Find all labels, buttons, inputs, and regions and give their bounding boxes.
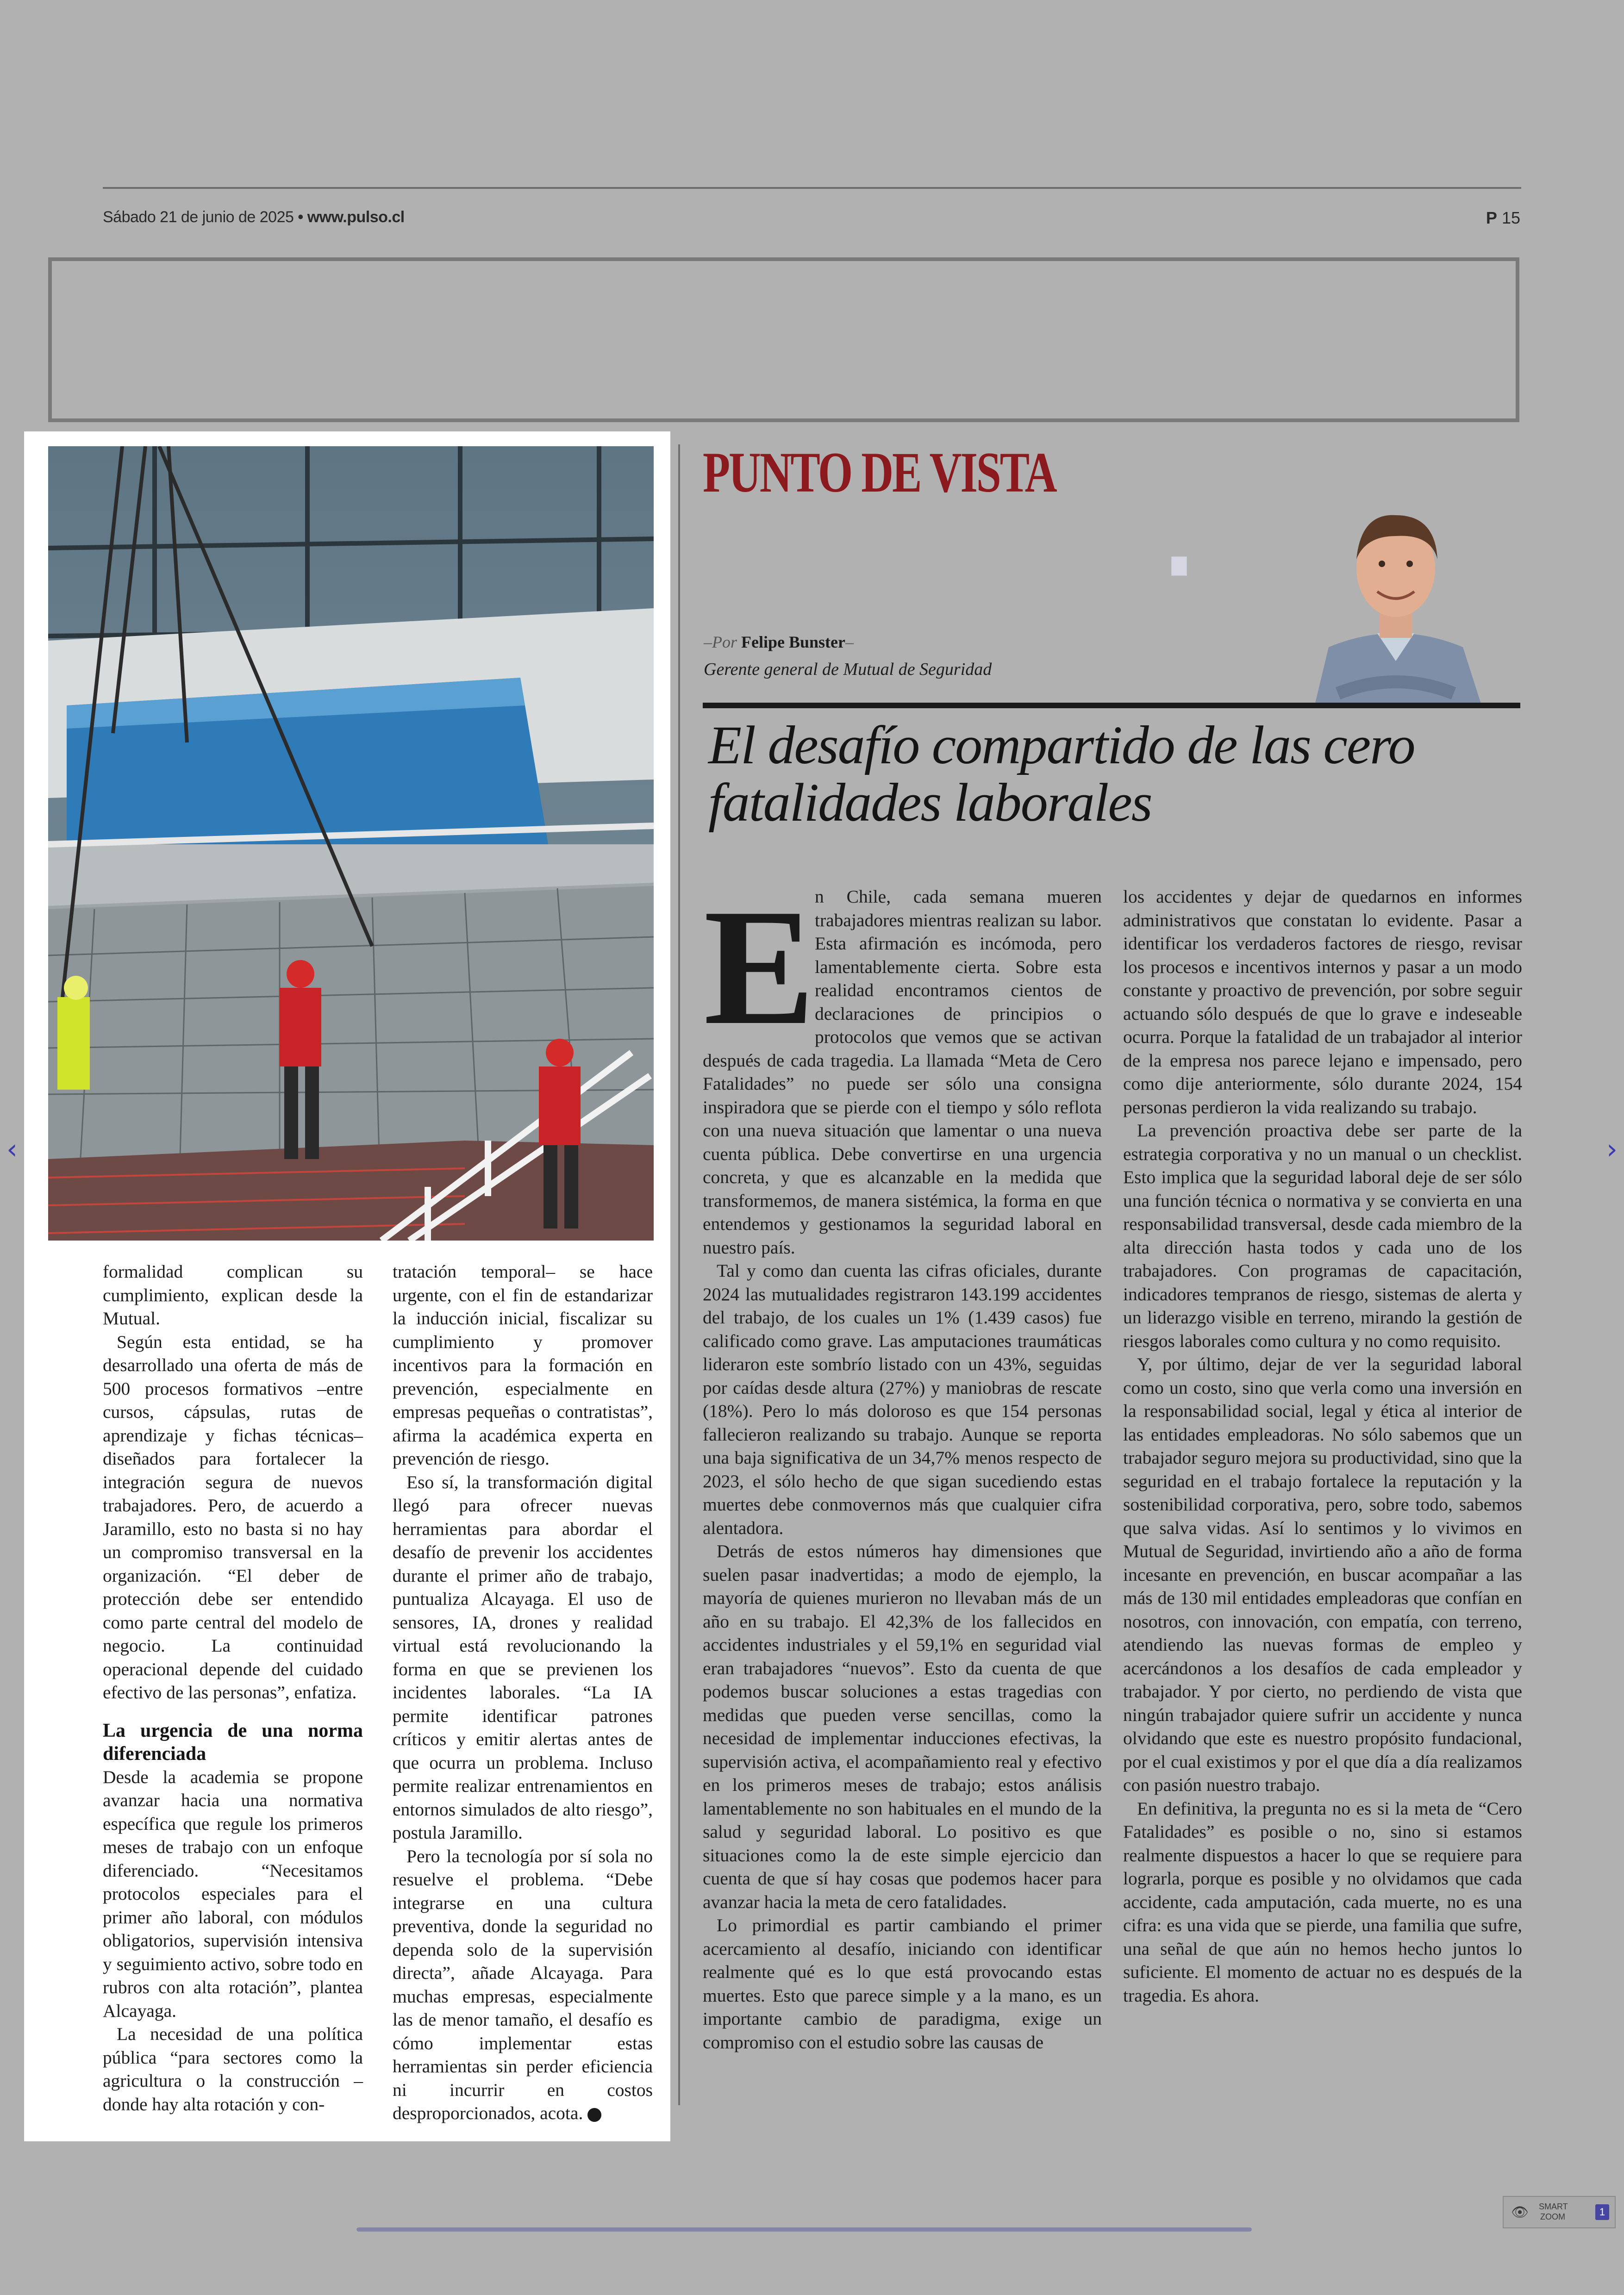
section-title: PUNTO DE VISTA xyxy=(703,441,1056,504)
headline-rule xyxy=(703,703,1520,708)
opinion-col2 xyxy=(1123,885,1522,2007)
page-date-line xyxy=(103,208,405,226)
author-name: Felipe Bunster xyxy=(741,633,845,651)
paragraph: Lo primordial es partir cambiando el primer acercamiento al desafío, iniciando con identificar realmente qué es lo que está provocando estas muertes. Esto que parece simple y a la mano, es un importante cambio de paradigma, exige un compromiso con el estudio sobre las causas de xyxy=(703,1915,1102,2052)
page-number-value: 15 xyxy=(1501,208,1520,227)
page-marker-icon[interactable] xyxy=(1171,556,1187,576)
paragraph: Según esta entidad, se ha desarrollado una oferta de más de 500 procesos formativos –entre cursos, cápsulas, rutas de aprendizaje y fichas técnicas– diseñados para fortalecer la integración segura de nuevos trabajadores. Pero, de acuerdo a Jaramillo, esto no basta si no hay un compromiso transversal en la organización. “El deber de protección debe ser entendido como parte central del modelo de negocio. La continuidad operacional depende del cuidado efectivo de las personas”, enfatiza. xyxy=(103,1331,363,1703)
date-separator: • xyxy=(298,208,303,226)
paragraph xyxy=(393,1845,653,2125)
left-article-col1 xyxy=(103,1260,363,2116)
section-subheading: La urgencia de una norma diferenciada xyxy=(103,1720,363,1765)
site-url: www.pulso.cl xyxy=(307,208,405,226)
paragraph: Eso sí, la transformación digital llegó para ofrecer nuevas herramientas para abordar el desafío de prevenir los accidentes durante el primer año de trabajo, puntualiza Alcayaga. El uso de sensores, IA, drones y realidad virtual está revolucionando la forma en que se previenen los incidentes laborales. “La IA permite identificar patrones críticos y emitir alertas antes de que ocurra un problema. Incluso permite realizar entrenamientos en entornos simulados de alto riesgo”, postula Jaramillo. xyxy=(393,1472,653,1843)
ad-placeholder-box xyxy=(48,257,1519,422)
headline-line-1: El desafío compartido de las cero xyxy=(708,715,1415,775)
byline-suffix: – xyxy=(845,633,854,651)
construction-workers-photo xyxy=(48,446,654,1241)
next-page-icon[interactable]: › xyxy=(1606,1133,1618,1166)
opinion-col1 xyxy=(703,885,1102,2054)
paragraph: Desde la academia se propone avanzar hacia una normativa específica que regule los primeros meses de trabajo con un enfoque diferenciado. “Necesitamos protocolos especiales para el primer año laboral, con módulos obligatorios, supervisión intensiva y seguimiento activo, sobre todo en rubros con alta rotación”, plantea Alcayaga. xyxy=(103,1766,363,2021)
end-of-article-mark: P xyxy=(587,2108,601,2122)
zoom-label-line1: SMART xyxy=(1539,2202,1568,2211)
paragraph-text: Pero la tecnología por sí sola no resuelve el problema. “Debe integrarse en una cultura preventiva, donde la seguridad no dependa solo de la supervisión directa”, añade Alcayaga. Para muchas empresas, especialmente las de menor tamaño, el desafío es cómo implementar estas herramientas sin perder eficiencia ni incurrir en costos desproporcionados, acota. xyxy=(393,1846,653,2123)
paragraph: La prevención proactiva debe ser parte de la estrategia corporativa y no un manual o un checklist. Esto implica que la seguridad laboral deje de ser sólo una función técnica o normativa y se convierta en una responsabilidad transversal, desde cada miembro de la alta dirección hasta todos y cada uno de los trabajadores. Con programas de capacitación, indicadores tempranos de riesgo, sistemas de alerta y un liderazgo visible en terreno, mirando la gestión de riesgos laborales como cultura y no como requisito. xyxy=(1123,1120,1522,1351)
page-prefix: P xyxy=(1486,208,1497,227)
drop-cap-space xyxy=(703,885,815,1027)
paragraph: Detrás de estos números hay dimensiones que suelen pasar inadvertidas; a modo de ejemplo, la mayoría de quienes murieron no llevaban más de un año en su trabajo. El 42,3% de los fallecidos en accidentes industriales y el 59,1% en seguridad vial eran trabajadores “nuevos”. Esto da cuenta de que podemos buscar soluciones a estas tragedias con medidas que pueden verse sencillas, como la necesidad de implementar inducciones efectivas, la supervisión activa, el acompañamiento real y efectivo en los primeros meses de trabajo; estos análisis lamentablemente no son habituales en el mundo de la salud y seguridad laboral. Lo positivo es que situaciones como la de este simple ejercicio dan cuenta de que sí hay cosas que podemos hacer para avanzar hacia la meta de cero fatalidades. xyxy=(703,1541,1102,1912)
column-separator xyxy=(678,444,680,2105)
zoom-badge: 1 xyxy=(1595,2204,1609,2220)
paragraph: En definitiva, la pregunta no es si la meta de “Cero Fatalidades” es posible o no, sino si estamos realmente dispuestos a hacer lo que se requiere para lograrla, porque es posible y no olvidamos que cada accidente, cada amputación, cada muerte, no es una cifra: es una vida que se pierde, una familia que sufre, una señal de que aún no hemos hecho juntos lo suficiente. El momento de actuar no es después de la tragedia. Es ahora. xyxy=(1123,1798,1522,2006)
page-number xyxy=(1486,208,1520,228)
zoom-label-line2: ZOOM xyxy=(1540,2212,1565,2221)
eye-icon: 👁 xyxy=(1511,2205,1529,2220)
page-date: Sábado 21 de junio de 2025 xyxy=(103,208,294,226)
byline xyxy=(704,632,854,652)
author-role: Gerente general de Mutual de Seguridad xyxy=(704,660,992,679)
left-article-col2 xyxy=(393,1260,653,2125)
paragraph: La necesidad de una política pública “para sectores como la agricultura o la construcción –donde hay alta rotación y con- xyxy=(103,2024,363,2114)
paragraph: n Chile, cada semana mueren trabajadores mientras realizan su labor. Esta afirmación es incómoda, pero lamentablemente cierta. Sobre esta realidad encontramos cientos de declaraciones de principios o protocolos que vemos que se activan después de cada tragedia. La llamada “Meta de Cero Fatalidades” no puede ser sólo una consigna inspiradora que se pierde con el tiempo y sólo reflota con una nueva situación que lamentar o una nueva cuenta pública. Debe convertirse en una urgencia concreta, y que es alcanzable en la medida que transformemos, de manera sistémica, la forma en que entendemos y gestionamos la seguridad laboral en nuestro país. xyxy=(703,886,1102,1258)
paragraph: Y, por último, dejar de ver la seguridad laboral como un costo, sino que verla como una inversión en la responsabilidad social, legal y ética al interior de las entidades empleadoras. No sólo sabemos que un trabajador seguro mejora su productividad, sino que la seguridad en el trabajo fortalece la reputación y la sostenibilidad corporativa, pero, sobre todo, sabemos que salva vidas. Así lo sentimos y lo vivimos en Mutual de Seguridad, invirtiendo año a año de forma incesante en prevención, en buscar acompañar a las más de 130 mil entidades empleadoras que confían en nosotros, con innovación, con empatía, con terreno, atendiendo las nuevas formas de empleo y acercándonos a los desafíos de cada empleador y trabajador. Y por cierto, no perdiendo de vista que ningún trabajador quiere sufrir un accidente y nunca olvidando que este es nuestro propósito fundacional, por el cual existimos y por el que día a día realizamos con pasión nuestro trabajo. xyxy=(1123,1354,1522,1795)
top-rule xyxy=(103,187,1521,189)
headline-line-2: fatalidades laborales xyxy=(708,772,1152,833)
paragraph: Tal y como dan cuenta las cifras oficiales, durante 2024 las mutualidades registraron 143.199 accidentes del trabajo, de los cuales un 1% (1.439 casos) fue calificado como grave. Las amputaciones traumáticas lideraron este sombrío listado con un 43%, seguidas por caídas desde altura (27%) y maniobras de rescate (18%). Pero lo más doloroso es que 154 personas fallecieron realizando su trabajo. Aunque se reporta una baja significativa de un 34,7% menos respecto de 2023, el sólo hecho de que sigan sucediendo estas muertes debe conmovernos más que cualquier cifra alentadora. xyxy=(703,1260,1102,1538)
prev-page-icon[interactable]: ‹ xyxy=(6,1133,18,1166)
byline-prefix: –Por xyxy=(704,633,737,651)
horizontal-scrollbar[interactable] xyxy=(356,2227,1252,2232)
paragraph: tratación temporal– se hace urgente, con el fin de estandarizar la inducción inicial, fiscalizar su cumplimiento y promover incentivos para la formación en prevención, especialmente en empresas pequeñas o contratistas”, afirma la académica experta en prevención de riesgo. xyxy=(393,1261,653,1469)
smart-zoom-button[interactable] xyxy=(1503,2196,1616,2228)
smart-zoom-label xyxy=(1539,2201,1567,2222)
author-portrait xyxy=(1296,494,1495,705)
article-headline xyxy=(708,717,1523,831)
paragraph: formalidad complican su cumplimiento, explican desde la Mutual. xyxy=(103,1261,363,1328)
drop-cap-letter: E xyxy=(704,897,808,1036)
paragraph: los accidentes y dejar de quedarnos en informes administrativos que constatan lo evidente. Pasar a identificar los verdaderos factores de riesgo, revisar los procesos e incentivos internos y pasar a un modo constante y proactivo de prevención, por sobre seguir actuando sólo después de que lo grave e indeseable ocurra. Porque la fatalidad de un trabajador al interior de la empresa nos parece lejano e impensado, pero como dije anteriormente, sólo durante 2024, 154 personas perdieron la vida realizando su trabajo. xyxy=(1123,886,1522,1117)
